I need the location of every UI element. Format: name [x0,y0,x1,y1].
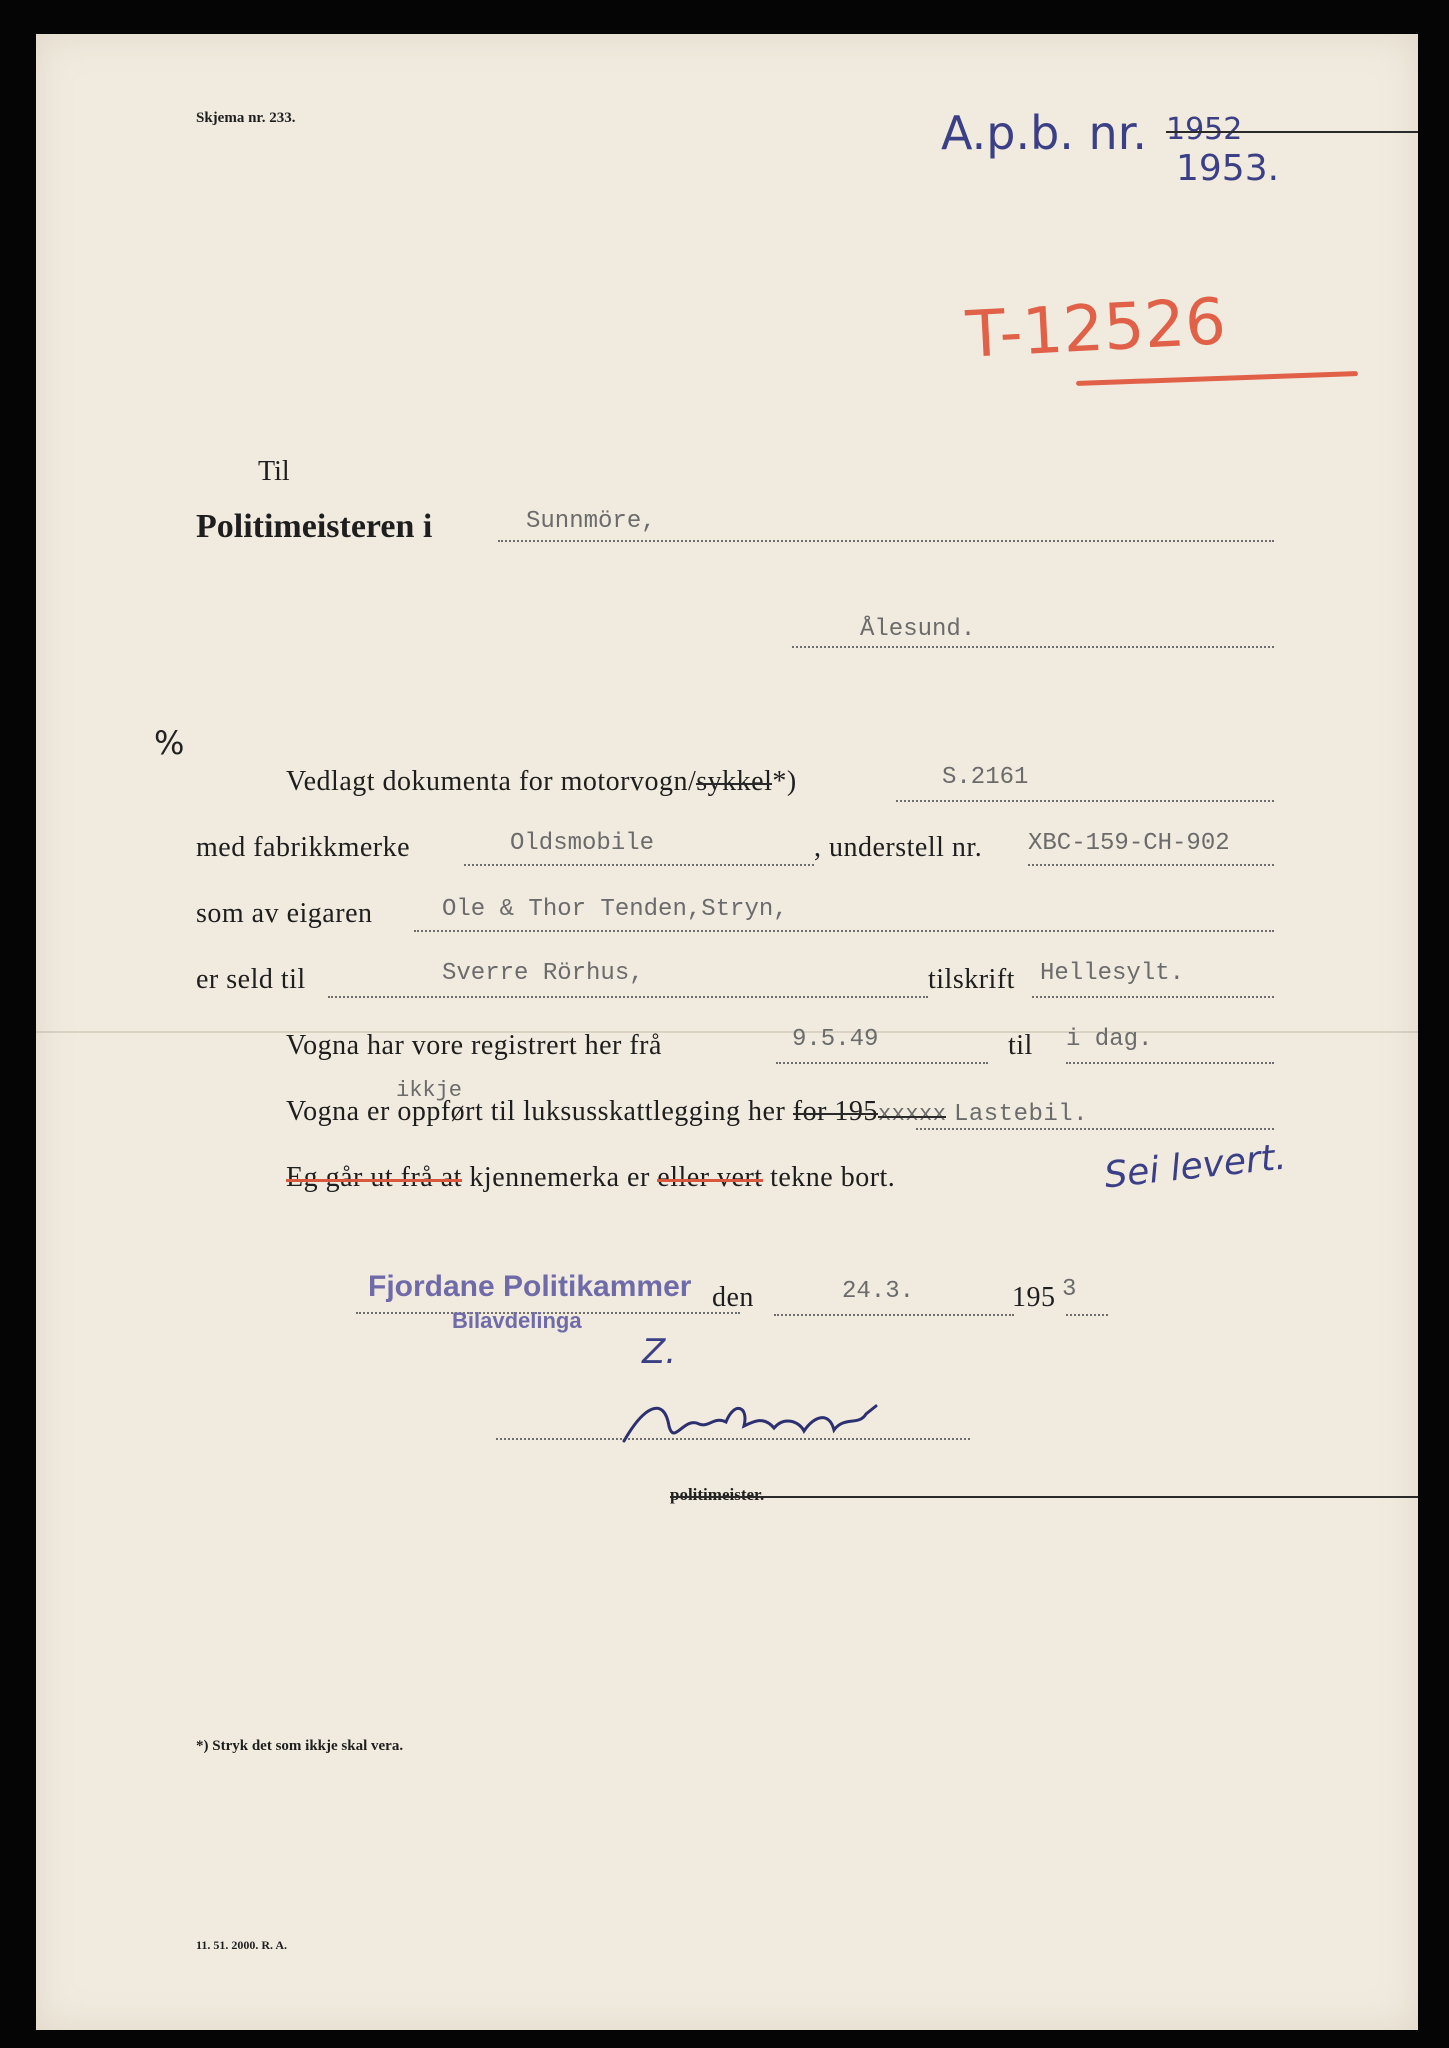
motorvogn-line [286,766,797,798]
form-number: Skjema nr. 233. [196,110,296,126]
apb-year: 1953. [1176,148,1280,189]
chassis-line [1028,864,1274,866]
plates-mid: kjennemerka er [469,1162,650,1193]
tax-xs: xxxxx [877,1102,947,1127]
stamp-line-1: Fjordane Politikammer [368,1270,692,1303]
district-value: Sunnmöre, [526,508,656,535]
document-page [36,34,1418,2030]
til-label: Til [258,456,290,487]
handwritten-note: Sei levert. [1102,1136,1289,1197]
tax-line-dots [916,1128,1274,1130]
year-line [1066,1314,1108,1316]
fold-line [36,1031,1418,1033]
tax-prefix: Vogna [286,1096,360,1127]
city-line [792,646,1274,648]
chassis-label: , understell nr. [814,832,983,863]
owner-value: Ole & Thor Tenden,Stryn, [442,896,788,923]
sykkel-struck: sykkel [696,766,773,797]
make-value: Oldsmobile [510,830,655,857]
print-code: 11. 51. 2000. R. A. [196,1938,288,1952]
buyer-address: Hellesylt. [1040,960,1185,987]
plates-line [286,1162,895,1194]
reference-number: T-12526 [964,285,1228,373]
tax-year-struck: for 195 [792,1096,878,1127]
apb-old-number: 1952 [1166,112,1418,147]
plates-struck: Eg går ut frå at [286,1162,462,1193]
district-line [498,540,1274,542]
make-label: med fabrikkmerke [196,832,411,863]
tax-line [286,1096,1088,1128]
year-digit: 3 [1062,1276,1077,1303]
registered-from-line [776,1062,988,1064]
owner-label: som av eigaren [196,898,373,929]
margin-mark: % [154,724,185,762]
tax-er: er [367,1096,390,1127]
footnote-mark: *) [772,766,797,797]
initial: Z. [642,1332,677,1372]
plates-struck-2: eller vert [657,1162,763,1193]
city-value: Ålesund. [860,616,976,643]
buyer-address-line [1032,996,1274,998]
den-label: den [712,1282,754,1313]
date-value: 24.3. [842,1278,915,1305]
registered-label: Vogna har vore registrert her frå [286,1030,662,1061]
ikkje-insert: ikkje [396,1078,463,1103]
date-line [774,1314,1014,1316]
stamp-line-2: Bilavdelinga [452,1308,582,1333]
buyer-line [328,996,928,998]
apb-label: A.p.b. nr. [941,106,1148,160]
plates-end: tekne bort. [770,1162,896,1193]
recipient-label: Politimeisteren i [196,508,433,545]
tax-label: oppført til luksusskattlegging her [397,1096,786,1127]
registered-from: 9.5.49 [792,1026,879,1053]
tax-vehicle: Lastebil. [953,1101,1089,1128]
signature-graphic [614,1386,914,1456]
year-prefix: 195 [1012,1282,1056,1313]
registered-to: i dag. [1066,1026,1153,1053]
registered-to-line [1066,1062,1274,1064]
buyer-value: Sverre Rörhus, [442,960,644,987]
sold-label: er seld til [196,964,306,995]
til-date-label: til [1008,1030,1033,1061]
motorvogn-label: Vedlagt dokumenta for motorvogn/ [286,766,697,797]
registration-number: S.2161 [942,764,1029,791]
chassis-value: XBC-159-CH-902 [1028,830,1230,857]
reg-line [896,800,1274,802]
footnote: *) Stryk det som ikkje skal vera. [196,1738,404,1754]
owner-line [414,930,1274,932]
make-line [464,864,814,866]
role-label: politimeister. [670,1485,1418,1505]
address-label: tilskrift [928,964,1015,995]
reference-underline [1076,371,1358,386]
